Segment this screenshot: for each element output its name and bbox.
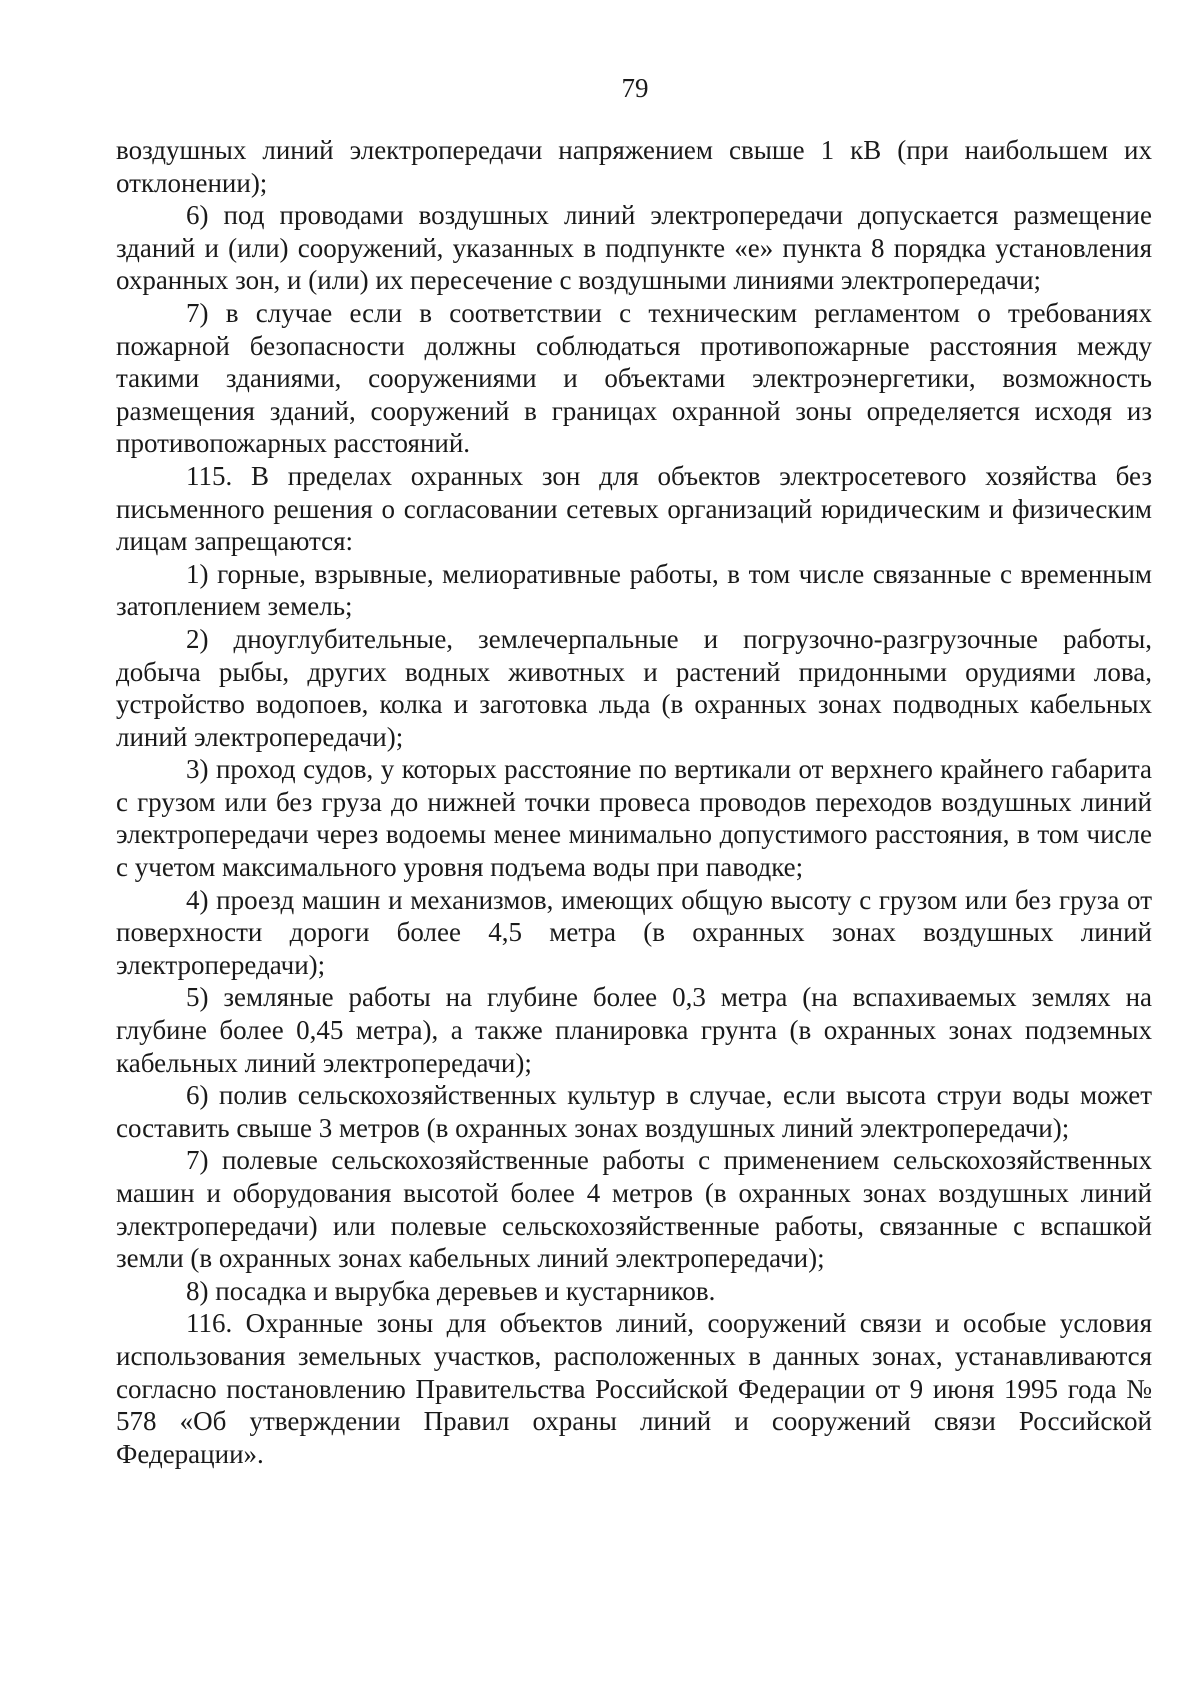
paragraph-item-6: 6) под проводами воздушных линий электропередачи допускается размещение зданий и (или) сооружений, указанных в подпункте «е» пункта 8 порядка установления охранных зон, и (или) их пересечение с воздушными линиями электропередачи; (116, 200, 1152, 296)
paragraph-section-115: 115. В пределах охранных зон для объектов электросетевого хозяйства без письменного решения о согласовании сетевых организаций юридическим и физическим лицам запрещаются: (116, 460, 1152, 557)
paragraph-115-item-3: 3) проход судов, у которых расстояние по вертикали от верхнего крайнего габарита с грузом или без груза до нижней точки провеса проводов переходов воздушных линий электропередачи через водоемы менее минимально допустимого расстояния, в том числе с учетом максимального уровня подъема воды при паводке; (116, 754, 1152, 883)
paragraph-115-item-8: 8) посадка и вырубка деревьев и кустарников. (186, 1275, 716, 1306)
paragraph-115-item-2: 2) дноуглубительные, землечерпальные и погрузочно-разгрузочные работы, добыча рыбы, других водных животных и растений придонными орудиями лова, устройство водопоев, колка и заготовка льда (в охранных зонах подводных кабельных линий электропередачи); (116, 623, 1152, 752)
paragraph-item-7: 7) в случае если в соответствии с техническим регламентом о требованиях пожарной безопасности должны соблюдаться противопожарные расстояния между такими зданиями, сооружениями и объектами электроэнергетики, возможность размещения зданий, сооружений в границах охранной зоны определяется исходя из противопожарных расстояний. (116, 297, 1152, 459)
paragraph-115-item-1: 1) горные, взрывные, мелиоративные работы, в том числе связанные с временным затоплением земель; (116, 558, 1152, 622)
paragraph-continuation: воздушных линий электропередачи напряжением свыше 1 кВ (при наибольшем их отклонении); (116, 135, 1152, 198)
document-body (116, 134, 1152, 1470)
paragraph-section-116: 116. Охранные зоны для объектов линий, сооружений связи и особые условия использования земельных участков, расположенных в данных зонах, устанавливаются согласно постановлению Правительства Российской Федерации от 9 июня 1995 года № 578 «Об утверждении Правил охраны линий и сооружений связи Российской Федерации». (116, 1308, 1152, 1469)
paragraph-115-item-6: 6) полив сельскохозяйственных культур в случае, если высота струи воды может составить свыше 3 метров (в охранных зонах воздушных линий электропередачи); (116, 1080, 1152, 1143)
page-number: 79 (621, 73, 649, 103)
paragraph-115-item-7: 7) полевые сельскохозяйственные работы с применением сельскохозяйственных машин и оборудования высотой более 4 метров (в охранных зонах воздушных линий электропередачи) или полевые сельскохозяйственные работы, связанные с вспашкой земли (в охранных зонах кабельных линий электропередачи); (116, 1145, 1152, 1274)
paragraph-115-item-5: 5) земляные работы на глубине более 0,3 метра (на вспахиваемых землях на глубине более 0,45 метра), а также планировка грунта (в охранных зонах подземных кабельных линий электропередачи); (116, 982, 1152, 1078)
paragraph-115-item-4: 4) проезд машин и механизмов, имеющих общую высоту с грузом или без груза от поверхности дороги более 4,5 метра (в охранных зонах воздушных линий электропередачи); (116, 884, 1152, 980)
